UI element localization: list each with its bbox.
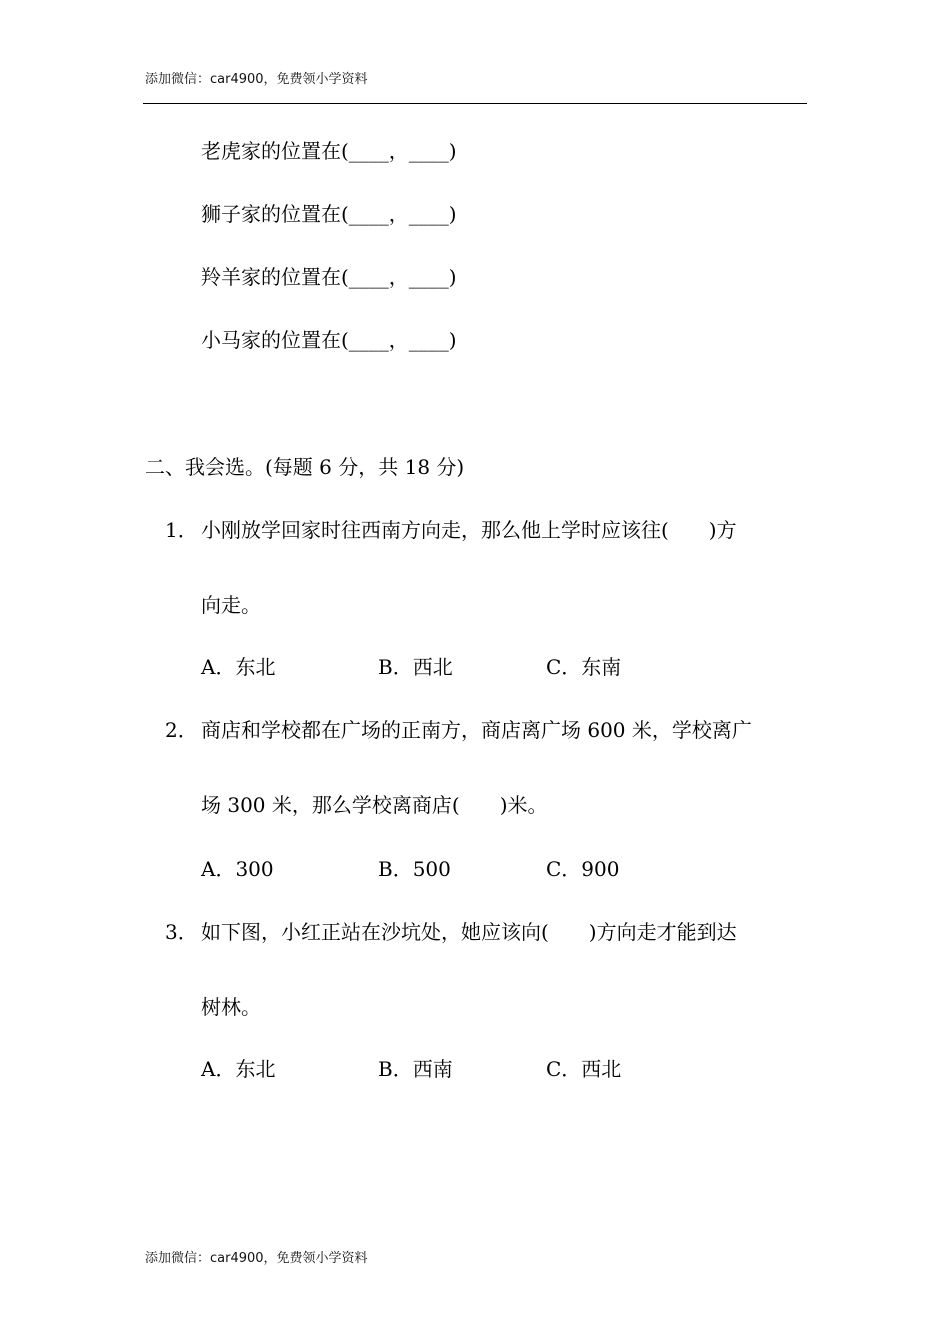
question-text-continued: 树林。	[201, 995, 261, 1019]
question-number: 1．	[165, 518, 198, 542]
option-c: C．900	[546, 857, 620, 881]
option-a: A．东北	[201, 1057, 276, 1081]
option-b: B．西北	[378, 655, 453, 679]
question-number: 2．	[165, 718, 198, 742]
page-header: 添加微信：car4900，免费领小学资料	[145, 72, 368, 87]
option-a: A．300	[201, 857, 274, 881]
position-tiger: 老虎家的位置在(____，____)	[201, 139, 457, 163]
page-footer: 添加微信：car4900，免费领小学资料	[145, 1251, 368, 1266]
position-lion: 狮子家的位置在(____，____)	[201, 202, 457, 226]
option-a: A．东北	[201, 655, 276, 679]
position-antelope: 羚羊家的位置在(____，____)	[201, 265, 457, 289]
option-c: C．东南	[546, 655, 622, 679]
header-divider	[143, 103, 807, 104]
question-text: 商店和学校都在广场的正南方，商店离广场 600 米，学校离广	[201, 718, 752, 742]
question-text: 小刚放学回家时往西南方向走，那么他上学时应该往( )方	[201, 518, 737, 542]
question-text-continued: 向走。	[201, 593, 261, 617]
section-title: 二、我会选。(每题 6 分，共 18 分)	[145, 455, 465, 479]
option-b: B．西南	[378, 1057, 453, 1081]
option-b: B．500	[378, 857, 451, 881]
option-c: C．西北	[546, 1057, 622, 1081]
question-text-continued: 场 300 米，那么学校离商店( )米。	[201, 793, 548, 817]
question-text: 如下图，小红正站在沙坑处，她应该向( )方向走才能到达	[201, 920, 737, 944]
question-number: 3．	[165, 920, 198, 944]
position-pony: 小马家的位置在(____，____)	[201, 328, 457, 352]
